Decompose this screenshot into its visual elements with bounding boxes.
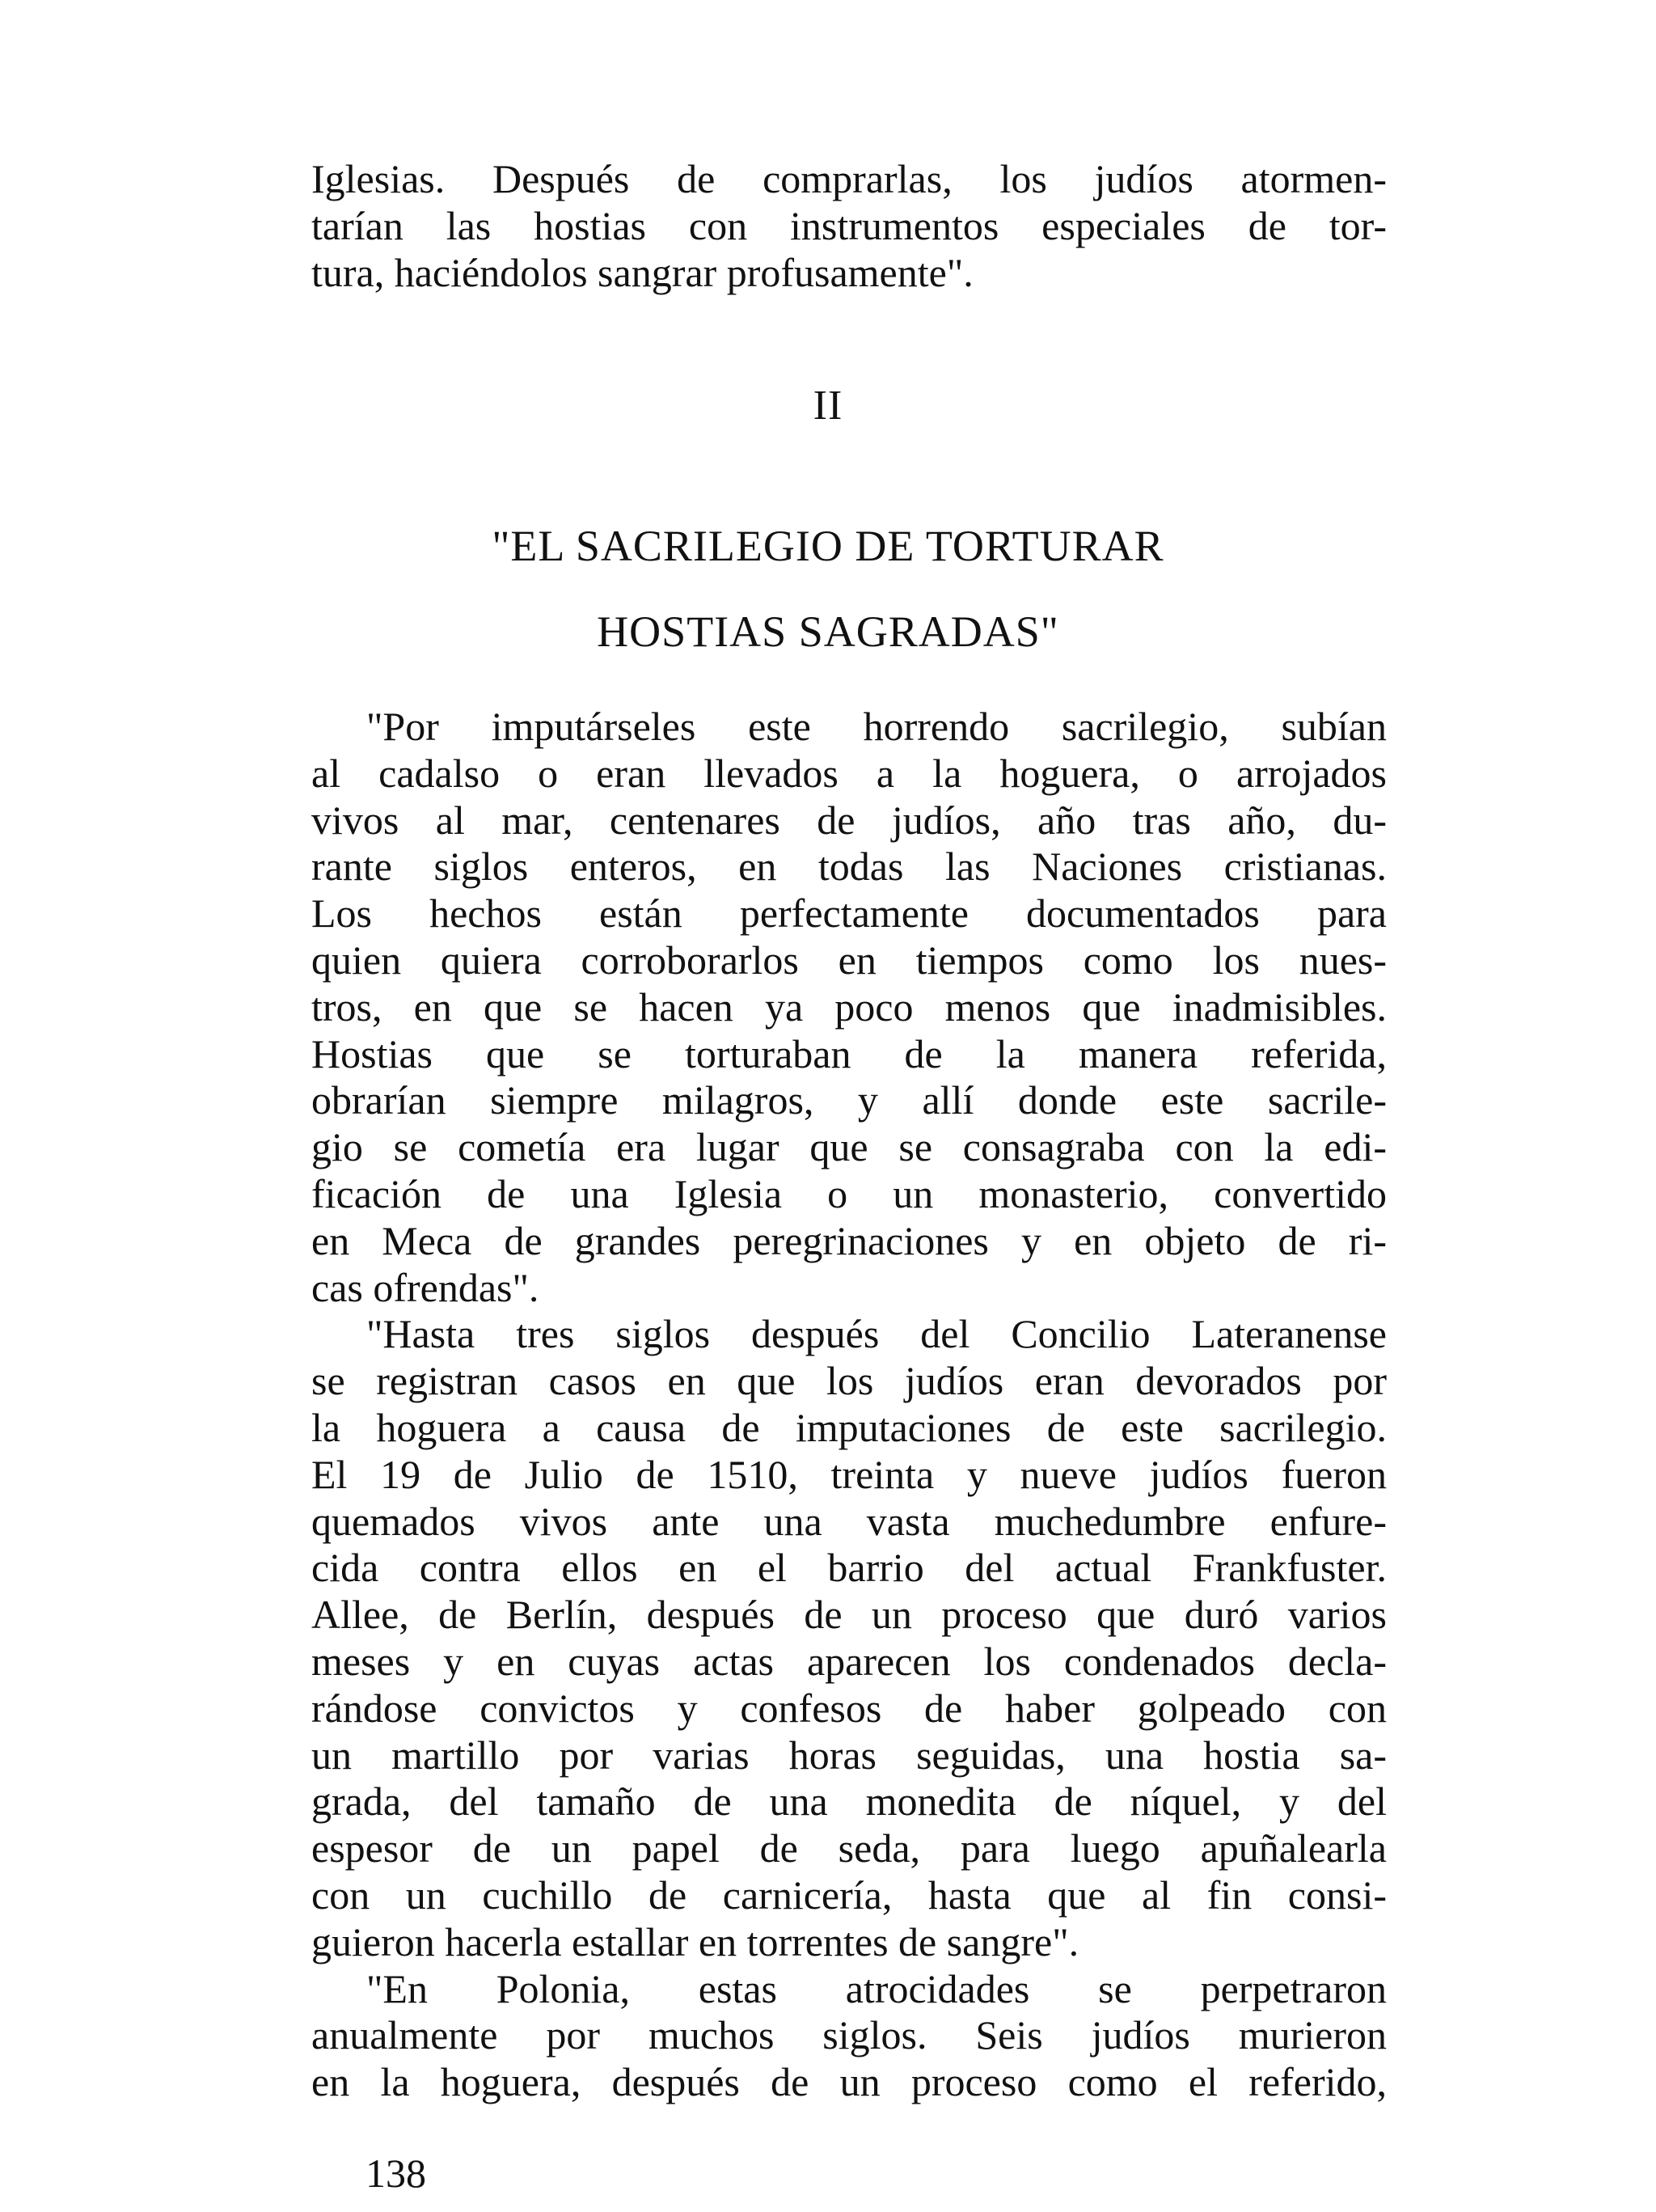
section-title-line-1: "EL SACRILEGIO DE TORTURAR bbox=[492, 522, 1164, 570]
text-line: cas ofrendas". bbox=[311, 1264, 539, 1310]
text-line: quemados vivos ante una vasta muchedumbre enfure- bbox=[311, 1498, 1387, 1544]
text-line: Allee, de Berlín, después de un proceso que duró varios bbox=[311, 1592, 1387, 1638]
text-line: en la hoguera, después de un proceso como el referido, bbox=[311, 2059, 1387, 2105]
text-line: rante siglos enteros, en todas las Naciones cristianas. bbox=[311, 844, 1387, 890]
text-line: con un cuchillo de carnicería, hasta que al fin consi- bbox=[311, 1872, 1387, 1918]
text-line: se registran casos en que los judíos eran devorados por bbox=[311, 1358, 1387, 1404]
text-line: al cadalso o eran llevados a la hoguera, o arrojados bbox=[311, 750, 1387, 796]
text-line: rándose convictos y confesos de haber golpeado con bbox=[311, 1685, 1387, 1731]
text-line: tarían las hostias con instrumentos especiales de tor- bbox=[311, 202, 1387, 248]
text-line: guieron hacerla estallar en torrentes de sangre". bbox=[311, 1918, 1079, 1965]
text-line: tros, en que se hacen ya poco menos que inadmisibles. bbox=[311, 983, 1387, 1030]
paragraph bbox=[311, 704, 1387, 1311]
text-line: Iglesias. Después de comprarlas, los judíos atormen- bbox=[311, 156, 1387, 201]
text-line: "Hasta tres siglos después del Concilio Lateranense bbox=[366, 1311, 1387, 1357]
paragraph bbox=[311, 1966, 1387, 2106]
text-line: "Por imputárseles este horrendo sacrilegio, subían bbox=[366, 704, 1387, 749]
text-line: Los hechos están perfectamente documentados para bbox=[311, 890, 1387, 937]
text-line: grada, del tamaño de una monedita de níquel, y del bbox=[311, 1778, 1387, 1825]
text-line: tura, haciéndolos sangrar profusamente". bbox=[311, 249, 974, 295]
text-line: Hostias que se torturaban de la manera referida, bbox=[311, 1030, 1387, 1076]
text-line: gio se cometía era lugar que se consagraba con la edi- bbox=[311, 1124, 1387, 1170]
text-line: El 19 de Julio de 1510, treinta y nueve judíos fueron bbox=[311, 1451, 1387, 1497]
page-number: 138 bbox=[365, 2151, 426, 2196]
text-line: espesor de un papel de seda, para luego apuñalearla bbox=[311, 1825, 1387, 1872]
text-line: "En Polonia, estas atrocidades se perpetraron bbox=[366, 1965, 1387, 2011]
section-title-line-2: HOSTIAS SAGRADAS" bbox=[597, 607, 1059, 656]
text-line: vivos al mar, centenares de judíos, año tras año, du- bbox=[311, 797, 1387, 843]
text-line: ficación de una Iglesia o un monasterio, convertido bbox=[311, 1170, 1387, 1216]
paragraph bbox=[311, 1311, 1387, 1965]
text-line: cida contra ellos en el barrio del actual Frankfuster. bbox=[311, 1545, 1387, 1591]
text-line: la hoguera a causa de imputaciones de este sacrilegio. bbox=[311, 1404, 1387, 1450]
text-line: quien quiera corroborarlos en tiempos como los nues- bbox=[311, 937, 1387, 983]
body-text bbox=[311, 704, 1387, 2106]
text-line: anualmente por muchos siglos. Seis judíos murieron bbox=[311, 2012, 1387, 2058]
text-line: un martillo por varias horas seguidas, una hostia sa- bbox=[311, 1732, 1387, 1778]
opening-paragraph bbox=[311, 156, 1387, 296]
section-number: II bbox=[813, 383, 843, 429]
text-line: meses y en cuyas actas aparecen los condenados decla- bbox=[311, 1638, 1387, 1684]
text-line: en Meca de grandes peregrinaciones y en objeto de ri- bbox=[311, 1217, 1387, 1263]
text-line: obrarían siempre milagros, y allí donde este sacrile- bbox=[311, 1077, 1387, 1123]
